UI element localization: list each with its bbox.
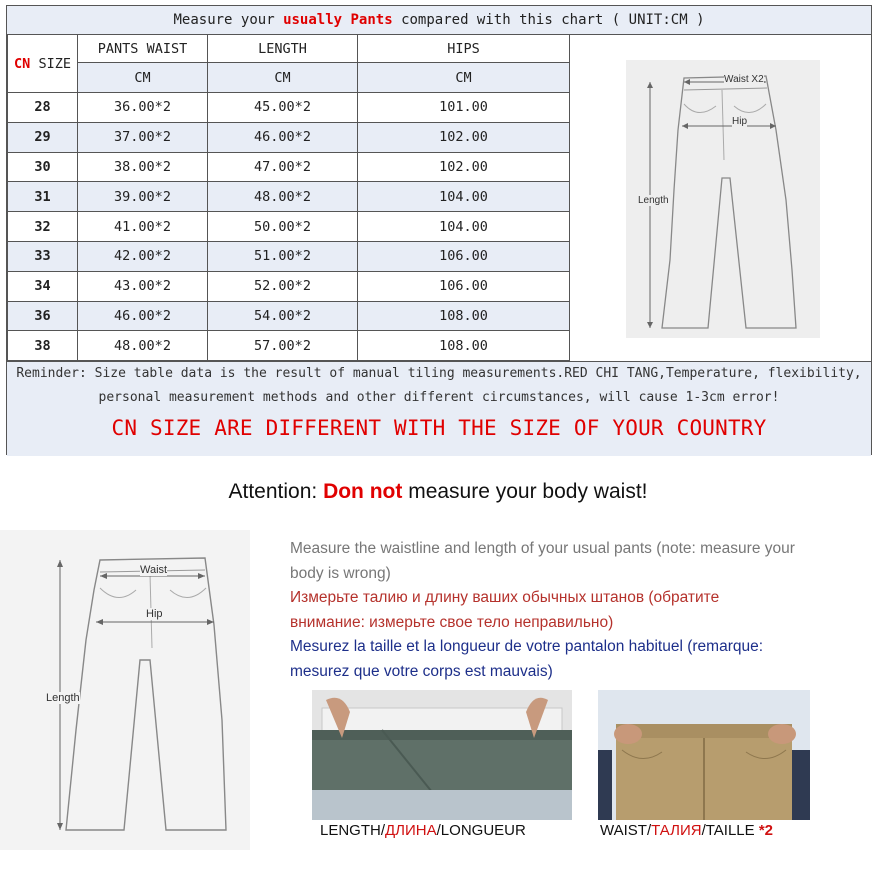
- length-cell: 48.00*2: [208, 182, 358, 212]
- length-cell: 46.00*2: [208, 122, 358, 152]
- unit-length: CM: [208, 63, 358, 93]
- length-caption: [320, 822, 526, 839]
- waist-photo-illustration: [598, 690, 810, 820]
- length-cell: 51.00*2: [208, 241, 358, 271]
- attention-heading: [0, 480, 876, 504]
- size-cell: 34: [8, 271, 78, 301]
- waist-cell: 43.00*2: [78, 271, 208, 301]
- title-prefix: Measure your: [173, 12, 284, 28]
- waist-x2-label: Waist X2: [724, 74, 764, 85]
- table-row: [8, 331, 570, 361]
- hips-cell: 102.00: [358, 152, 570, 182]
- length-cell: 47.00*2: [208, 152, 358, 182]
- pants-diagram-bottom: [0, 530, 250, 850]
- note-en-line-1: Measure the waistline and length of your usual pants (note: measure your: [290, 540, 795, 557]
- length-cell: 45.00*2: [208, 93, 358, 123]
- table-row: [8, 152, 570, 182]
- note-russian: [290, 585, 719, 635]
- length-measure-photo: [312, 690, 572, 820]
- waist-label: Waist: [140, 564, 168, 576]
- hips-cell: 108.00: [358, 331, 570, 361]
- hips-cell: 104.00: [358, 182, 570, 212]
- size-header: [8, 35, 78, 93]
- note-french: [290, 634, 763, 684]
- waist-caption-multiplier: *2: [758, 822, 774, 839]
- length-cell: 50.00*2: [208, 212, 358, 242]
- reminder-line-2: personal measurement methods and other different circumstances, will cause 1-3cm error!: [98, 390, 780, 405]
- unit-row: [8, 63, 570, 93]
- waist-cell: 48.00*2: [78, 331, 208, 361]
- waist-caption-ru: ТАЛИЯ: [651, 822, 702, 839]
- reminder-line-1: Reminder: Size table data is the result of manual tiling measurements.RED CHI TANG,Temperature, flexibility,: [16, 366, 862, 381]
- size-cell: 36: [8, 301, 78, 331]
- country-size-warning: CN SIZE ARE DIFFERENT WITH THE SIZE OF YOUR COUNTRY: [111, 416, 767, 440]
- waist-caption-en: WAIST/: [600, 822, 652, 839]
- table-row: [8, 93, 570, 123]
- hips-cell: 108.00: [358, 301, 570, 331]
- length-label: Length: [638, 195, 669, 206]
- waist-cell: 46.00*2: [78, 301, 208, 331]
- hip-label: Hip: [732, 116, 748, 127]
- hips-cell: 106.00: [358, 241, 570, 271]
- size-label: SIZE: [30, 55, 71, 72]
- pants-outline-bottom: [0, 530, 250, 850]
- table-row: [8, 241, 570, 271]
- hips-cell: 104.00: [358, 212, 570, 242]
- table-row: [8, 301, 570, 331]
- length-caption-fr: /LONGUEUR: [436, 822, 526, 839]
- title-suffix: compared with this chart ( UNIT:CM ): [392, 12, 705, 28]
- table-row: [8, 212, 570, 242]
- cn-label: CN: [14, 55, 31, 72]
- hips-cell: 102.00: [358, 122, 570, 152]
- length-cell: 57.00*2: [208, 331, 358, 361]
- length-photo-illustration: [312, 690, 572, 820]
- size-cell: 28: [8, 93, 78, 123]
- unit-hips: CM: [358, 63, 570, 93]
- length-cell: 52.00*2: [208, 271, 358, 301]
- size-chart: [6, 5, 872, 455]
- table-row: [8, 271, 570, 301]
- hip-label: Hip: [146, 608, 163, 620]
- hips-cell: 106.00: [358, 271, 570, 301]
- unit-waist: CM: [78, 63, 208, 93]
- attention-highlight: Don not: [323, 480, 403, 503]
- waist-cell: 39.00*2: [78, 182, 208, 212]
- table-row: [8, 182, 570, 212]
- pants-diagram-top: [626, 60, 820, 338]
- title-highlight: usually Pants: [283, 12, 393, 28]
- attention-suffix: measure your body waist!: [402, 480, 648, 503]
- waist-measure-photo: [598, 690, 810, 820]
- size-table: [7, 34, 570, 361]
- size-cell: 38: [8, 331, 78, 361]
- length-cell: 54.00*2: [208, 301, 358, 331]
- waist-caption-fr: /TAILLE: [701, 822, 759, 839]
- waist-cell: 38.00*2: [78, 152, 208, 182]
- note-en-line-2: body is wrong): [290, 565, 391, 582]
- hips-cell: 101.00: [358, 93, 570, 123]
- col-header-waist: PANTS WAIST: [78, 35, 208, 63]
- reminder-box: [7, 361, 871, 456]
- size-cell: 29: [8, 122, 78, 152]
- size-cell: 32: [8, 212, 78, 242]
- waist-cell: 36.00*2: [78, 93, 208, 123]
- attention-prefix: Attention:: [228, 480, 324, 503]
- length-label: Length: [46, 692, 80, 704]
- note-fr-line-2: mesurez que votre corps est mauvais): [290, 663, 553, 680]
- chart-title: [7, 6, 871, 35]
- col-header-length: LENGTH: [208, 35, 358, 63]
- col-header-hips: HIPS: [358, 35, 570, 63]
- note-ru-line-2: внимание: измерьте свое тело неправильно): [290, 614, 614, 631]
- length-caption-en: LENGTH/: [320, 822, 386, 839]
- waist-cell: 42.00*2: [78, 241, 208, 271]
- waist-caption: [600, 822, 773, 839]
- note-english: [290, 536, 795, 586]
- size-cell: 33: [8, 241, 78, 271]
- waist-cell: 37.00*2: [78, 122, 208, 152]
- note-ru-line-1: Измерьте талию и длину ваших обычных штанов (обратите: [290, 589, 720, 606]
- size-cell: 31: [8, 182, 78, 212]
- table-header-row: [8, 35, 570, 63]
- table-row: [8, 122, 570, 152]
- waist-cell: 41.00*2: [78, 212, 208, 242]
- length-caption-ru: ДЛИНА: [385, 822, 437, 839]
- size-cell: 30: [8, 152, 78, 182]
- note-fr-line-1: Mesurez la taille et la longueur de votre pantalon habituel (remarque:: [290, 638, 764, 655]
